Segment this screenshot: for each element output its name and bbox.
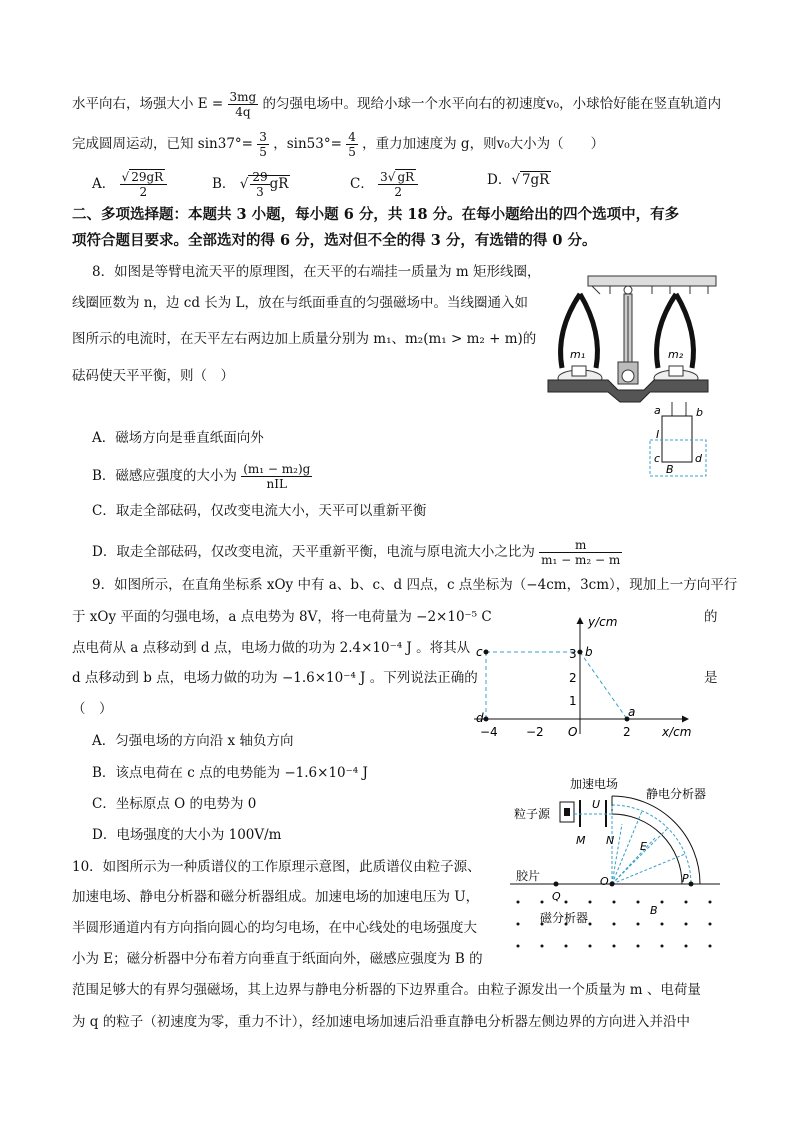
sin53-fraction: $\frac{4}{5}$ <box>348 130 356 159</box>
mass-spectrometer-figure <box>510 772 730 952</box>
x-tick: −2 <box>526 725 544 739</box>
q8-option-a[interactable]: A．磁场方向是垂直纸面向外 <box>92 430 264 446</box>
q10-line-2: 加速电场、静电分析器和磁分析器组成。加速电场的加速电压为 U， <box>72 889 480 905</box>
coil-label-a: a <box>654 404 661 417</box>
q7-option-a[interactable]: A． $\frac{√ 29gR}{2}$ <box>92 170 167 199</box>
q7-option-d[interactable]: D．√ 7gR <box>487 172 550 188</box>
m1-label: m₁ <box>570 348 586 361</box>
q9-option-a[interactable]: A．匀强电场的方向沿 x 轴负方向 <box>92 733 294 749</box>
q9-option-b[interactable]: B．该点电荷在 c 点的电势能为 −1.6×10⁻⁴ J <box>92 765 368 781</box>
q9-option-d[interactable]: D．电场强度的大小为 100V/m <box>92 827 282 843</box>
point-c-label: c <box>476 645 483 659</box>
e-label: E <box>640 840 647 853</box>
point-a-label: a <box>628 705 636 719</box>
q8-line-3: 图所示的电流时，在天平左右两边加上质量分别为 m₁、m₂(m₁ > m₂ + m)的 <box>72 331 537 347</box>
section-heading: 二、多项选择题：本题共 3 小题，每小题 6 分，共 18 分。在每小题给出的四个选项中，有多 <box>72 206 680 223</box>
sin37-fraction: $\frac{3}{5}$ <box>259 130 267 159</box>
q10-line-6: 为 q 的粒子（初速度为零，重力不计），经加速电场加速后沿垂直静电分析器左侧边界的方向进入并沿中 <box>72 1014 690 1030</box>
y-tick: 1 <box>569 694 577 708</box>
q9-line-5: （ ） <box>72 701 113 717</box>
origin-label: O <box>568 725 578 739</box>
q9-line-2-end: 的 <box>704 609 718 625</box>
point-d-label: d <box>476 711 484 725</box>
q9-line-3: 点电荷从 a 点移动到 d 点，电场力做的功为 2.4×10⁻⁴ J 。将其从 <box>72 640 471 656</box>
section-heading-2: 项符合题目要求。全部选对的得 6 分，选对但不全的得 3 分，有选错的得 0 分。 <box>72 232 597 249</box>
point-b-label: b <box>585 645 593 659</box>
y-tick: 3 <box>569 647 577 661</box>
source-label: 粒子源 <box>514 807 551 821</box>
q9-line-4: d 点移动到 b 点，电场力做的功为 −1.6×10⁻⁴ J 。下列说法正确的 <box>72 670 478 686</box>
n-label: N <box>606 834 615 847</box>
film-label: 胶片 <box>516 869 541 883</box>
x-axis-label: x/cm <box>662 725 692 739</box>
q9-option-c[interactable]: C．坐标原点 O 的电势为 0 <box>92 796 257 812</box>
coil-label-d: d <box>695 452 702 465</box>
q8-line-2: 线圈匝数为 n，边 cd 长为 L，放在与纸面垂直的匀强磁场中。当线圈通入如 <box>72 295 529 311</box>
m-label: M <box>576 834 586 847</box>
q8-option-b[interactable]: B．磁感应强度的大小为 (m₁ − m₂)g nIL <box>92 462 311 491</box>
q10-line-4: 小为 E；磁分析器中分布着方向垂直于纸面向外，磁感应强度为 B 的 <box>72 951 483 967</box>
q7-option-c[interactable]: C． $\frac{3√ gR}{2}$ <box>350 170 418 199</box>
m2-label: m₂ <box>668 348 684 361</box>
q10-line-5: 范围足够大的有界匀强磁场，其上边界与静电分析器的下边界重合。由粒子源发出一个质量为 m 、电荷量 <box>72 982 701 998</box>
q8-line-4: 砝码使天平平衡，则（ ） <box>72 368 234 384</box>
q7-line-2: 完成圆周运动，已知 sin37°= $\frac{3}{5}$ ，sin53°= $\frac{4}{5}$ ，重力加速度为 g，则v₀大小为（ ） <box>72 130 605 159</box>
q9-line-2: 于 xOy 平面的匀强电场，a 点电势为 8V，将一电荷量为 −2×10⁻⁵ C <box>72 609 492 625</box>
x-tick: 2 <box>623 725 631 739</box>
q7-option-b[interactable]: B． √ $\frac{29}{3}$ gR <box>212 170 289 199</box>
q-label: Q <box>552 890 561 903</box>
b-label: B <box>650 904 658 917</box>
current-balance-figure <box>540 266 720 481</box>
esa-label: 静电分析器 <box>646 787 707 801</box>
coil-label-c: c <box>654 452 661 465</box>
coil-label-b: b <box>696 406 703 419</box>
accel-field-label: 加速电场 <box>570 777 619 791</box>
y-tick: 2 <box>569 671 577 685</box>
field-label-b: B <box>666 463 674 476</box>
u-label: U <box>592 798 601 811</box>
x-tick: −4 <box>480 725 498 739</box>
q10-line-3: 半圆形通道内有方向指向圆心的均匀电场，在中心线处的电场强度大 <box>72 920 477 936</box>
current-label: I <box>656 428 660 441</box>
q9-line-1: 9．如图所示，在直角坐标系 xOy 中有 a、b、c、d 四点，c 点坐标为（−4cm，3cm），现加上一方向平行 <box>92 577 738 593</box>
q8-option-d[interactable]: D．取走全部砝码，仅改变电流，天平重新平衡，电流与原电流大小之比为 $\frac{m}{\text{m₁ − m₂ − m}}$ <box>92 538 621 567</box>
q8-line-1: 8．如图是等臂电流天平的原理图，在天平的右端挂一质量为 m 矩形线圈， <box>92 264 541 280</box>
p-label: P <box>682 872 689 885</box>
y-axis-label: y/cm <box>588 615 618 629</box>
q9-line-4-end: 是 <box>704 670 718 686</box>
coordinate-figure <box>462 612 700 742</box>
q7-line-1: 水平向右，场强大小 E = $\frac{3mg}{4q}$ 的匀强电场中。现给小球一个水平向右的初速度v₀，小球恰好能在竖直轨道内 <box>72 90 722 119</box>
o-label: O <box>600 875 609 888</box>
field-fraction: $\frac{3mg}{4q}$ <box>229 90 257 119</box>
mag-analyzer-label: 磁分析器 <box>540 911 589 925</box>
q8-option-c[interactable]: C．取走全部砝码，仅改变电流大小，天平可以重新平衡 <box>92 503 427 519</box>
q10-line-1: 10．如图所示为一种质谱仪的工作原理示意图，此质谱仪由粒子源、 <box>72 859 481 875</box>
